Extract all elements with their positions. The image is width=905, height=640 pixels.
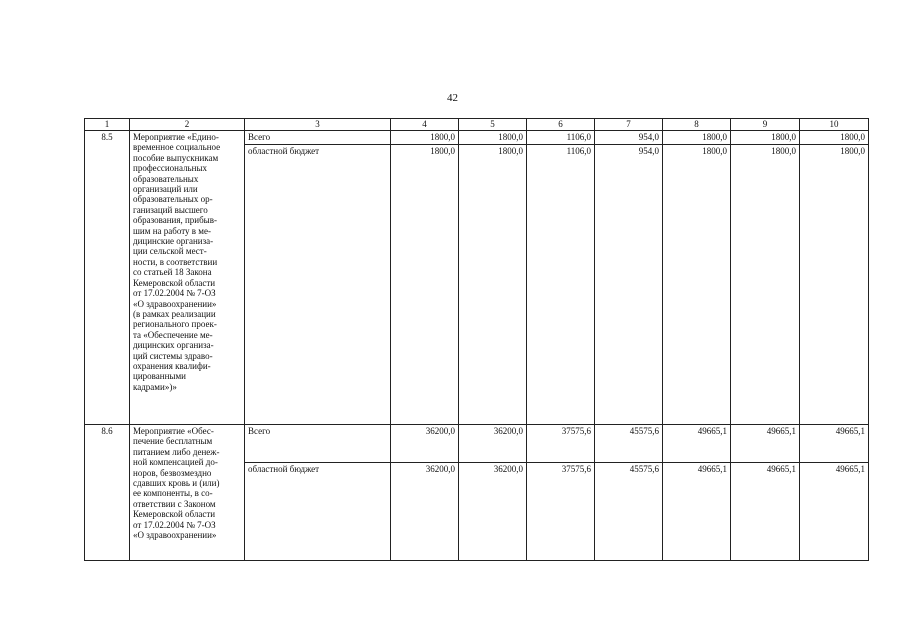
value-cell: 1800,0 [800,145,869,425]
value-cell: 1800,0 [459,145,527,425]
value-cell: 1800,0 [731,145,800,425]
value-cell: 1800,0 [391,131,459,145]
value-cell: 37575,6 [527,425,595,463]
column-header: 8 [663,119,731,131]
value-cell: 45575,6 [595,463,663,561]
table-row [85,131,869,145]
column-header: 5 [459,119,527,131]
value-cell: 49665,1 [663,463,731,561]
table-row [85,425,869,463]
value-cell: 36200,0 [391,425,459,463]
activity-description: Мероприятие «Едино- временное социальное пособие выпускникам профессиональных образовательных организаций или образовательных ор- ганизаций высшего образования, прибыв- шим на работу в ме- дицинские организа- ции сельской мест- ности, в соответствии со статьей 18 Закона Кемеровской области от 17.02.2004 № 7-ОЗ «О здравоохранении» (в рамках реализации регионального проек- та «Обеспечение ме- дицинских организа- ций системы здраво- охранения квалифи- цированными кадрами»)» [130,131,245,425]
value-cell: 1800,0 [731,131,800,145]
table-header-row [85,119,869,131]
row-number: 8.5 [85,131,130,425]
column-header: 2 [130,119,245,131]
funding-source: областной бюджет [245,145,391,425]
value-cell: 49665,1 [663,425,731,463]
value-cell: 1800,0 [391,145,459,425]
column-header: 7 [595,119,663,131]
value-cell: 1106,0 [527,145,595,425]
funding-source: Всего [245,131,391,145]
value-cell: 36200,0 [459,425,527,463]
value-cell: 49665,1 [731,425,800,463]
value-cell: 1800,0 [459,131,527,145]
value-cell: 36200,0 [459,463,527,561]
value-cell: 49665,1 [800,463,869,561]
value-cell: 37575,6 [527,463,595,561]
column-header: 6 [527,119,595,131]
page-number: 42 [447,92,458,104]
value-cell: 1800,0 [663,131,731,145]
funding-source: областной бюджет [245,463,391,561]
row-number: 8.6 [85,425,130,561]
column-header: 3 [245,119,391,131]
value-cell: 1106,0 [527,131,595,145]
value-cell: 49665,1 [800,425,869,463]
column-header: 1 [85,119,130,131]
column-header: 9 [731,119,800,131]
activity-description: Мероприятие «Обес- печение бесплатным питанием либо денеж- ной компенсацией до- норов, безвозмездно сдавших кровь и (или) ее компоненты, в со- ответствии с Законом Кемеровской области от 17.02.2004 № 7-ОЗ «О здравоохранении» [130,425,245,561]
budget-table [84,118,869,561]
column-header: 4 [391,119,459,131]
funding-source: Всего [245,425,391,463]
value-cell: 954,0 [595,145,663,425]
value-cell: 45575,6 [595,425,663,463]
value-cell: 49665,1 [731,463,800,561]
value-cell: 1800,0 [800,131,869,145]
value-cell: 954,0 [595,131,663,145]
value-cell: 36200,0 [391,463,459,561]
column-header: 10 [800,119,869,131]
value-cell: 1800,0 [663,145,731,425]
